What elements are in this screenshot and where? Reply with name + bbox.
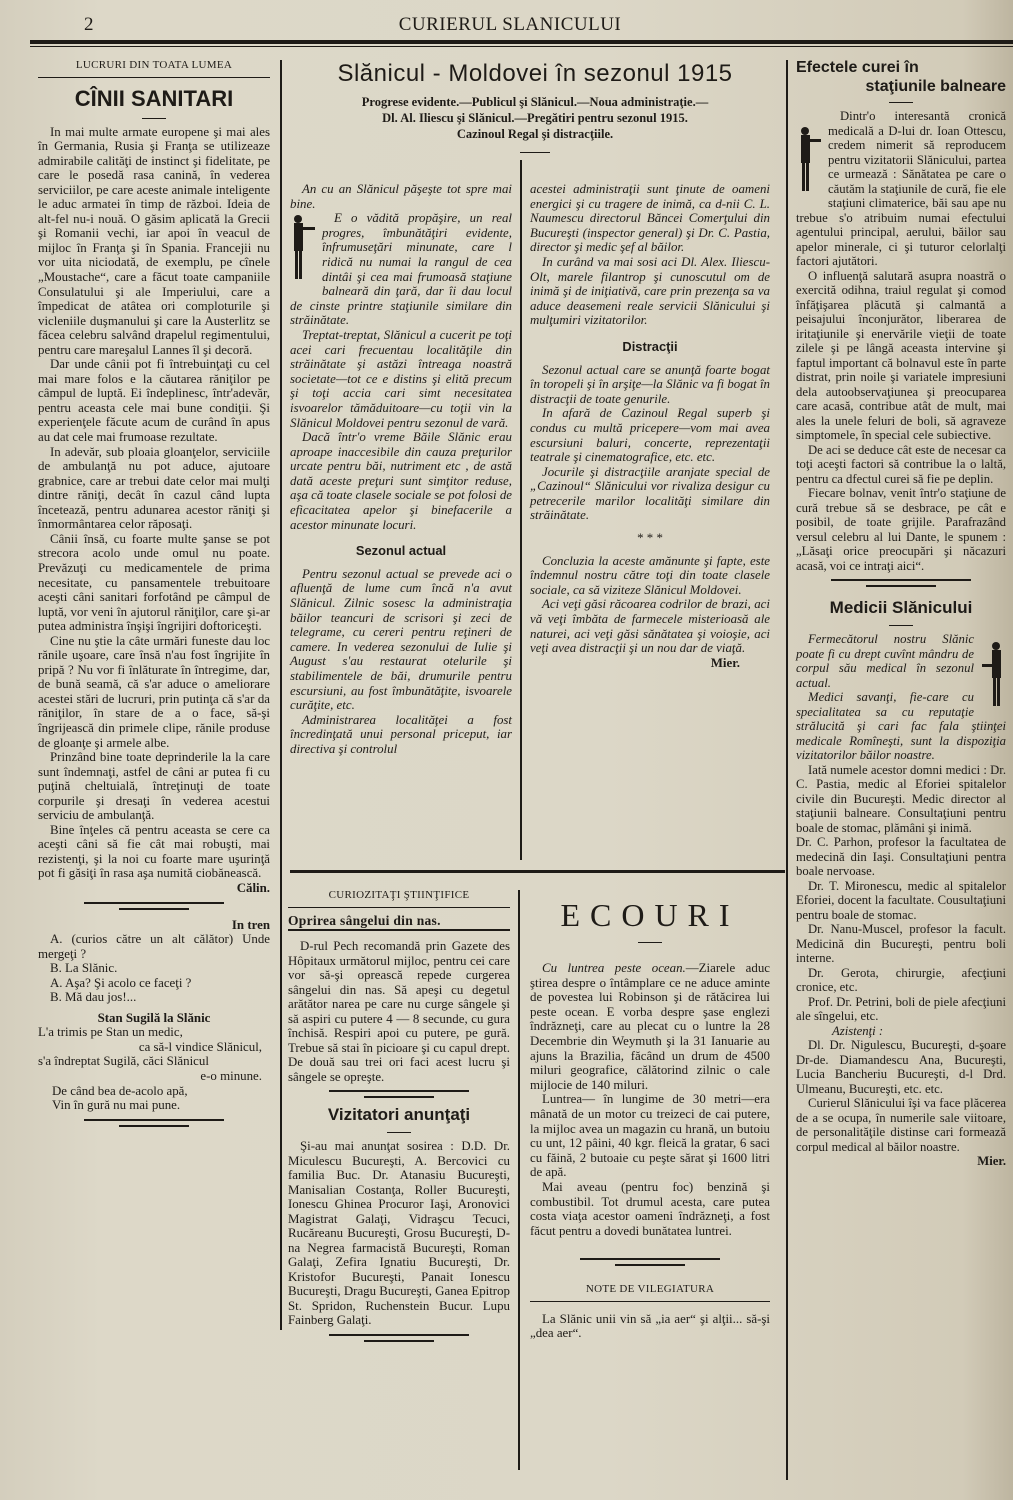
gentleman-figure-icon — [980, 640, 1006, 710]
title-dash — [387, 1132, 411, 1133]
article-paragraph: Aci veţi găsi răcoarea codrilor de brazi, aci vă veţi îmbăta de farmecele misterioasă ale naturei, aci veţi găsi sănătatea şi voioşie, aci veţi avea distracţii şi un nou dar de viaţă. — [530, 597, 770, 656]
article-paragraph: Fermecătorul nostru Slănic poate fi cu drept cuvînt mândru de corpul său medical în sezonul actual. — [796, 632, 974, 690]
article-paragraph: Medici savanţi, fie-care cu specialitatea sa cu reputaţie strălucită şi cari fac fala ştiinţei medicale Romîneşti, sunt la dispoziţia vizitatorilor băilor noastre. — [796, 690, 1006, 762]
article-paragraph: Prof. Dr. Petrini, boli de piele afecţiuni ale sîngelui, etc. — [796, 994, 1006, 1023]
article-title: Medicii Slănicului — [829, 598, 973, 617]
gentleman-figure-icon — [290, 213, 316, 283]
double-rule — [38, 902, 270, 910]
tren-title: In tren — [231, 917, 270, 932]
subheading: Distracţii — [622, 338, 678, 354]
poem-line: De când bea de-acolo apă, — [52, 1083, 188, 1098]
article-paragraph: Cine nu ştie la câte urmări funeste dau loc rănile uşoare, care însă n'au fost îngrijite în pripă ? Nu vor fi înlăturate în întregime, dar, de bună seamă, că s'ar aduce o ameliorare acestei stări de lucruri, prin putinţa că s'ar da răniţilor, în stare de a o face, să-şi îngrijească din primele clipe, rănile produse de gloanţe şi armele albe. — [38, 633, 270, 750]
dialogue-line: B. La Slănic. — [50, 961, 118, 976]
dialogue-line: B. Mă dau jos!... — [50, 990, 137, 1005]
article-paragraph: In afară de Cazinoul Regal superb şi condus cu multă pricepere—vom mai avea escursiuni baluri, concerte, reprezentaţii teatrale şi cinematografice, etc. etc. — [530, 406, 770, 465]
article-title: CÎNII SANITARI — [74, 85, 234, 111]
poem-line: L'a trimis pe Stan un medic, — [38, 1025, 183, 1040]
gentleman-figure-icon — [796, 125, 822, 195]
article-paragraph: Dr. Gerota, chirurgie, afecţiuni cronice, etc. — [796, 965, 1006, 994]
article-title: Oprirea sângelui din nas. — [288, 914, 510, 932]
masthead: CURIERUL SLANICULUI — [398, 14, 622, 35]
section-divider — [290, 870, 785, 873]
signature: Călin. — [236, 880, 270, 895]
article-paragraph: In adevăr, sub ploaia gloanţelor, serviciile de ambulanţă nu pot aduce, ajutoare grabnice, care ar trebui date celor mai mulţi dintre răniţi, decât în cazul când lupta încetează, pentru adunarea acestor răniţi şi înmormântarea celor răposaţi. — [38, 444, 270, 532]
column-divider — [786, 60, 788, 1480]
article-paragraph: Fiecare bolnav, venit într'o staţiune de cură trebue să se desbrace, pe cât e posibil, de toate grijile. Parafrazând versul celebru al lui Dante, le spunem : „Lăsaţi orice preocupări şi năcazuri acasă, voi ce intraţi aici“. — [796, 486, 1006, 573]
article-paragraph: Luntrea— în lungime de 30 metri—era mânată de un motor cu treizeci de cai putere, la mijloc avea un magazin cu hrană, un butoiu cu unt, 12 pâini, 40 kgr. fleică la gratar, 6 saci cu făină, 2 butoaie cu peşte sărat şi 1600 litri de apă. — [530, 1092, 770, 1180]
article-paragraph: O influenţă salutară asupra noastră o exercită odihna, traiul regulat şi comod înfăţişarea plăcută şi calmantă a peisajului înconjurător, liberarea de iritaţiunile şi enervările vieţii de toate zilele şi pe lângă aceasta intervine şi faptul important că bolnavul este în parte distrat, prin noile şi variatele impresiuni dela autoobservaţiunea şi preocuparea care acasă, contribue atât de mult, mai ales la unele feluri de boli, să agraveze simptomele, în special cele subiective. — [796, 268, 1006, 442]
article-paragraph: Treptat-treptat, Slănicul a cucerit pe toţi acei cari frecuentau localităţile din străinătate şi astăzi întreaga noastră societate—tot ce e distins şi elită precum şi toţi accia cari simt necesitatea isvoarelor tămăduitoare—cu toţii vin la Slănicul Moldovei pentru sezonul de vară. — [290, 327, 512, 430]
article-paragraph: Concluzia la aceste amănunte şi fapte, este îndemnul nostru către toţi din toate clasele sociale, ca să viziteze Slănicul Moldovei. — [530, 553, 770, 597]
article-paragraph: Bine înţeles că pentru aceasta se cere ca aceşti câni să fie cât mai robuşti, mai rezistenţi, şi la noi cu foarte mare uşurinţă pot fi găsiţi în rasa aşa numită ciobănească. — [38, 822, 270, 881]
masthead-rule — [30, 40, 1013, 44]
article-paragraph: D-rul Pech recomandă prin Gazete des Hôpitaux următorul mijloc, pentru cei care vor să-şi oprească repede curgerea sângelui din nas. Să apeşi cu degetul arătător narea pe care nu curge sângele şi să aspiri cu putere 4 — 8 secunde, cu gura închisă. Respiri apoi cu putere, pe gură. Trebue să stai în picioare şi cu capul drept. De două sau trei ori faci acest lucru şi sângele se opreşte. — [288, 939, 510, 1084]
column-divider — [518, 890, 520, 1470]
double-rule — [288, 1334, 510, 1342]
article-paragraph: De aci se deduce cât este de necesar ca toţi aceşti factori să contribue la o laltă, pentru ca dfectul curei să fie pe deplin. — [796, 442, 1006, 486]
section-rule — [38, 77, 270, 78]
article-paragraph — [530, 961, 770, 1092]
title-dash — [142, 118, 166, 119]
double-rule — [38, 1119, 270, 1127]
article-paragraph: Dar unde cânii pot fi întrebuinţaţi cu cel mai mare folos e la căutarea răniţilor pe câmpul de luptă. Ei îndeplinesc, într'adevăr, pentru aceasta cele mai bune condiţii. Şi experienţele făcute acum de curând în apus au dat cele mai frumoase rezultate. — [38, 357, 270, 445]
ecouri-title: ECOURI — [560, 897, 740, 933]
signature: Mier. — [710, 655, 740, 670]
article-paragraph: Prinzând bine toate deprinderile la la care sunt îndemnaţi, astfel de câni ar putea fi cu puţină cheltuială, întreţinuţi de toate corpurile şi dresaţi în vederea acestui serviciu de ambulanţă. — [38, 750, 270, 823]
article-paragraph: Dl. Dr. Nigulescu, Bucureşti, d-şoare Dr-de. Diamandescu Ana, Bucureşti, Lucia Bancheriu Bucureşti, d-l Drd. Ulmeanu, Bucureşti, etc. etc. — [796, 1038, 1006, 1096]
article-paragraph: Dr. C. Parhon, profesor la facultatea de medecină din Iaşi. Consultaţiuni pentra boale nervoase. — [796, 835, 1006, 878]
article-paragraph: Cânii însă, cu foarte multe şanse se pot strecora acolo unde omul nu poate. Prevăzuţi cu medicamentele de prima necesitate, cu pansamentele trebuitoare aceşti câni sanitari forfotând pe câmpul de luptă, vor veni în ajutorul răniţilor, care şi-ar putea administra înşişi îngrijiri doftoriceşti. — [38, 531, 270, 634]
poem-line: Vin în gură nu mai pune. — [52, 1098, 181, 1113]
column-divider — [280, 60, 282, 1330]
article-paragraph: An cu an Slănicul păşeşte tot spre mai bine. — [290, 182, 512, 211]
asterism: * * * — [637, 531, 663, 546]
section-label: CURIOZITAŢI ŞTIINŢIFICE — [328, 889, 470, 901]
ecouri-column — [530, 896, 770, 1341]
title-line: staţiunile balneare — [865, 78, 1006, 95]
article-paragraph: Dr. Nanu-Muscel, profesor la facult. Medicină din Bucureşti, pentru boli interne. — [796, 922, 1006, 965]
masthead-rule-thin — [30, 46, 1013, 47]
page-number: 2 — [84, 14, 94, 35]
subtitle-line: Cazinoul Regal şi distracţiile. — [456, 127, 614, 141]
article-paragraph: Dintr'o interesantă cronică medicală a D-lui dr. Ioan Ottescu, credem nimerit să reproducem pentru vizitatorii Slănicului, partea ce urmează : Sănătatea pe care o căutăm la staţiunile de cură, fie ele staţiuni climaterice, băi sau ape nu trebue s'o atribuim numai efectului agentului principal, aerului, băilor sau apelor minerale, ci şi tuturor celorlalţi factori ajutători. — [796, 109, 1006, 268]
subtitle-line: Dl. Al. Iliescu şi Slănicul.—Pregătiri pentru sezonul 1915. — [382, 111, 688, 125]
section-label: LUCRURI DIN TOATA LUMEA — [75, 59, 233, 71]
main-title: Slănicul - Moldovei în sezonul 1915 — [337, 60, 733, 87]
article-paragraph: Curierul Slănicului îşi va face plăcerea de a se ocupa, în numerile sale viitoare, de personalităţile distinse cari formează corpul medical al băilor noastre. — [796, 1096, 1006, 1154]
subheading: Sezonul actual — [355, 543, 447, 559]
title-dash — [889, 102, 913, 103]
article-paragraph: Pentru sezonul actual se prevede aci o afluenţă de lume cum încă n'a avut Slănicul. Zilnic sosesc la administraţia băilor teancuri de scrisori şi zeci de telegrame, cu cereri pentru reţineri de camere. In vederea sezonului de Iulie şi August s'au restaurat otelurile şi stabilimentele de băi, drumurile pentru escursiuni, au fost îmbunătăţite, isvoarele curăţite, etc. — [290, 566, 512, 713]
article-paragraph: Dacă într'o vreme Băile Slănic erau aproape inaccesibile din cauza preţurilor urcate pentru băi, nutriment etc , de astă dată aceste preţuri sunt simţitor reduse, aşa că toate clasele sociale se pot folosi de eficacitatea apelor şi binefacerile a acestor minunate locuri. — [290, 430, 512, 532]
poem-line: s'a îndreptat Sugilă, căci Slănicul — [38, 1054, 209, 1069]
title-dash — [638, 942, 662, 943]
article-paragraph: Azistenţi : — [832, 1023, 884, 1038]
article-title: Vizitatori anunţaţi — [327, 1105, 471, 1124]
column-divider — [520, 160, 522, 860]
section-label: NOTE DE VILEGIATURA — [585, 1283, 715, 1296]
article-paragraph: Administrarea localităţei a fost încredinţată unui personal priceput, iar directiva şi controlul — [290, 712, 512, 756]
article-title — [796, 58, 1006, 96]
article-paragraph: Mai aveau (pentru foc) benzină şi combustibil. Tot drumul acesta, care putea costa viaţa acestor oameni îndrăzneţi, a fost făcut pentru a dovedi bunătatea luntrei. — [530, 1179, 770, 1238]
title-dash — [520, 152, 550, 153]
main-headline — [290, 58, 780, 159]
section-rule — [288, 907, 510, 908]
section-rule — [530, 1301, 770, 1302]
column-1 — [38, 58, 270, 1133]
dialogue-line: A. Aşa? Şi acolo ce faceţi ? — [50, 975, 192, 990]
article-paragraph: Iată numele acestor domni medici : Dr. C. Pastia, medic al Eforiei spitalelor civile din Bucureşti. Medic director al staţiunii balneare. Consultaţiuni pentru boale de stomac, plămâni şi inimă. — [796, 762, 1006, 835]
article-paragraph: Sezonul actual care se anunţă foarte bogat în toropeli şi în arşiţe—la Slănic va fi bogat în distracţii de toate genurile. — [530, 362, 770, 406]
article-paragraph: Jocurile şi distracţiile aranjate special de „Cazinoul“ Slănicului vor rivaliza desigur cu petrecerile marilor localităţi similare din străinătate. — [530, 464, 770, 523]
subtitle-line: Progrese evidente.—Publicul şi Slănicul.—Noua administraţie.— — [361, 95, 709, 109]
article-paragraph: In mai multe armate europene şi mai ales în Germania, Rusia şi Franţa se utilizeaze admirabile calităţi de instinct şi fidelitate, pe care le posedă rasa canină, în vederea serviciilor, pe care aceste animale inteligente le aduc armatei în timp de război. Ideia de alt-fel nu-i nouă. O găsim aplicată la Grecii şi Romanii vechi, iar apoi în veacul de mijloc în Franţa şi în Spania. Francejii nu vor uita niciodată, de exemplu, pe cînele „Moustache“, care a făcut toate campaniile Consulatului şi ale Imperiului, care a împedicat de atâtea ori comploturile şi vicleniile duşmanului şi care la Austerlitz se făcea celebru salvând drapelul regimentului, pentru care mareşalul Lannes îl şi decoră. — [38, 124, 270, 357]
lead-text: —Ziarele aduc ştirea despre o întâmplare ce ne aduce aminte de povestea lui Robinson şi de rătăcirea lui peste ocean. E vorba despre şase englezi îndrăzneţi, care au plecat cu o luntre la 28 Decembrie din Weymuth şi la 31 Ianuarie au ajuns la Brazilia, făcând un drum de 4500 miluri geografice, călătorind zilnic o cale mijlocie de 140 miluri. — [530, 961, 770, 1092]
article-paragraph: Şi-au mai anunţat sosirea : D.D. Dr. Miculescu Bucureşti, A. Bercovici cu familia Buc. Dr. Atanasiu Bucureşti, Manisalian Costanţa, Roller Bucureşti, Ionescu Ghinea Procuror Iaşi, Aronovici Magistrat Galaţi, Vidraşcu Tecuci, Rucăreanu Bucureşti, Grosu Bucureşti, D-na Negrea farmacistă Bucureşti, Roman Galaţi, Zefira Ignatiu Bucureşti, Dr. Kristofor Bucureşti, Panait Ionescu Bucureşti, Dragu Bucureşti, Ganea Epitrop St. Spridon, Ruchenstein Bucur. Lupu Fainberg Galaţi. — [288, 1139, 510, 1327]
column-2 — [290, 182, 512, 757]
poem-line: e-o minune. — [200, 1069, 262, 1083]
article-paragraph: Dr. T. Mironescu, medic al spitalelor Eforiei, docent la facultate. Cousultaţiuni pentru boale de stomac. — [796, 878, 1006, 922]
article-paragraph: E o vădită propăşire, un real progres, îmbunătăţiri evidente, înfrumuseţări minunate, care l ridică nu numai la rangul de cea dintâi şi cea mai frumoasă staţiune balneară din ţară, dar îi dau locul de cinste printre staţiunile similare din străinătate. — [290, 211, 512, 328]
column-4 — [796, 58, 1006, 1169]
column-3 — [530, 182, 770, 670]
title-line: Efectele curei în — [796, 59, 919, 76]
poem-title: Stan Sugilă la Slănic — [97, 1010, 211, 1025]
double-rule — [530, 1258, 770, 1266]
dialogue-line: A. (curios către un alt călător) Unde mergeţi ? — [38, 932, 270, 961]
poem-line: ca să-l vindice Slănicul, — [138, 1039, 262, 1054]
lead-italic: Cu luntrea peste ocean. — [542, 961, 686, 975]
curiozitati-column — [288, 888, 510, 1348]
article-paragraph: In curând va mai sosi aci Dl. Alex. Iliescu-Olt, marele filantrop şi cunoscutul om de inimă şi de iniţiativă, care prin prezenţa sa va aduce deasemeni reale servicii Slănicului şi mulţumiri vizitatorilor. — [530, 254, 770, 328]
main-subtitle — [290, 94, 780, 142]
title-dash — [889, 625, 913, 626]
signature: Mier. — [977, 1154, 1006, 1168]
article-paragraph: acestei administraţii sunt ţinute de oameni energici şi cu tragere de inimă, ca d-nii C. L. Naumescu directorul Băncei Comerţului din Bucureşti (inspector general) şi Dr. C. Pastia, director şi medic şef al băilor. — [530, 182, 770, 255]
article-paragraph: La Slănic unii vin să „ia aer“ şi alţii... să-şi „dea aer“. — [530, 1311, 770, 1341]
double-rule — [796, 579, 1006, 587]
double-rule — [288, 1090, 510, 1098]
